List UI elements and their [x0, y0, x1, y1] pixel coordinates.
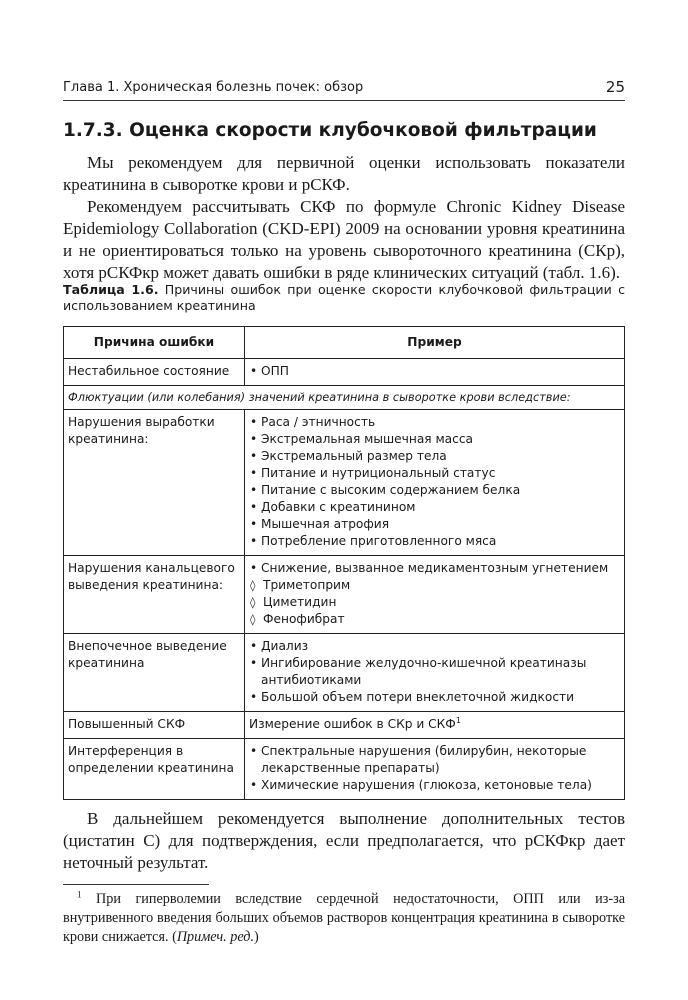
footnote-close: ) [254, 929, 259, 945]
list-item: • Снижение, вызванное медикаментозным угнетением [249, 560, 620, 577]
cause-cell: Внепочечное выведение креатинина [64, 634, 245, 712]
conclusion-text [63, 808, 625, 874]
example-cell [245, 739, 625, 800]
cause-cell: Интерференция в определении креатинина [64, 739, 245, 800]
column-header-cause: Причина ошибки [64, 327, 245, 359]
sub-list-item: ◊ Циметидин [249, 594, 620, 611]
sub-list-item: ◊ Фенофибрат [249, 611, 620, 628]
footnote-rule [63, 884, 209, 885]
list-item: • Ингибирование желудочно-кишечной креатиназы антибиотиками [249, 655, 620, 689]
footnote-ref: 1 [455, 715, 461, 725]
table-caption [63, 282, 625, 314]
footnote-text: При гиперволемии вследствие сердечной недостаточности, ОПП или из-за внутривенного введения больших объемов растворов концентрация креатинина в сыворотке крови снижается. ( [63, 891, 625, 945]
list-item: • Питание с высоким содержанием белка [249, 482, 620, 499]
table-row [64, 359, 625, 386]
paragraph: Рекомендуем рассчитывать СКФ по формуле Chronic Kidney Disease Epidemiology Collaboration (CKD-EPI) 2009 на основании уровня креатинина и не ориентироваться только на уровень сывороточного креатинина (СКр), хотя рСКФкр может давать ошибки в ряде клинических ситуаций (табл. 1.6). [63, 197, 625, 282]
list-item: • Экстремальный размер тела [249, 448, 620, 465]
list-item: • Добавки с креатинином [249, 499, 620, 516]
list-item: • Раса / этничность [249, 414, 620, 431]
table-row [64, 556, 625, 634]
footnote [63, 890, 625, 947]
header-rule [63, 100, 625, 101]
example-cell [245, 359, 625, 386]
table-row [64, 739, 625, 800]
sub-list-item: ◊ Триметоприм [249, 577, 620, 594]
list-item: • Потребление приготовленного мяса [249, 533, 620, 550]
example-cell [245, 712, 625, 739]
cause-cell: Нестабильное состояние [64, 359, 245, 386]
example-cell [245, 556, 625, 634]
footnote-mark: 1 [77, 889, 82, 900]
example-cell [245, 634, 625, 712]
table-header-row [64, 327, 625, 359]
page-number: 25 [605, 78, 625, 96]
error-causes-table [63, 326, 625, 800]
example-cell [245, 410, 625, 556]
cause-cell: Повышенный СКФ [64, 712, 245, 739]
table-row [64, 712, 625, 739]
editor-note: Примеч. ред. [176, 929, 255, 945]
table-caption-text: Причины ошибок при оценке скорости клубочковой фильтрации с использованием креатинина [63, 282, 625, 313]
cause-cell: Нарушения выработки креатинина: [64, 410, 245, 556]
intro-text [63, 152, 625, 284]
table-row [64, 410, 625, 556]
fluctuation-note: Флюктуации (или колебания) значений креатинина в сыворотке крови вследствие: [64, 386, 625, 410]
list-item: • Питание и нутрициональный статус [249, 465, 620, 482]
section-title: 1.7.3. Оценка скорости клубочковой фильтрации [63, 120, 597, 141]
list-item: • Диализ [249, 638, 620, 655]
list-item: • Мышечная атрофия [249, 516, 620, 533]
table-row [64, 634, 625, 712]
example-text: Измерение ошибок в СКр и СКФ [249, 717, 456, 731]
table-caption-label: Таблица 1.6. [63, 282, 159, 297]
chapter-title: Глава 1. Хроническая болезнь почек: обзор [63, 80, 364, 95]
paragraph: Мы рекомендуем для первичной оценки использовать показатели креатинина в сыворотке крови и рСКФ. [63, 153, 625, 194]
list-item: • Большой объем потери внеклеточной жидкости [249, 689, 620, 706]
list-item: • Спектральные нарушения (билирубин, некоторые лекарственные препараты) [249, 743, 620, 777]
paragraph: В дальнейшем рекомендуется выполнение дополнительных тестов (цистатин С) для подтверждения, если предполагается, что рСКФкр дает неточный результат. [63, 809, 625, 872]
table-row [64, 386, 625, 410]
cause-cell: Нарушения канальцевого выведения креатинина: [64, 556, 245, 634]
list-item: • Экстремальная мышечная масса [249, 431, 620, 448]
list-item: • Химические нарушения (глюкоза, кетоновые тела) [249, 777, 620, 794]
column-header-example: Пример [245, 327, 625, 359]
list-item: • ОПП [249, 363, 620, 380]
